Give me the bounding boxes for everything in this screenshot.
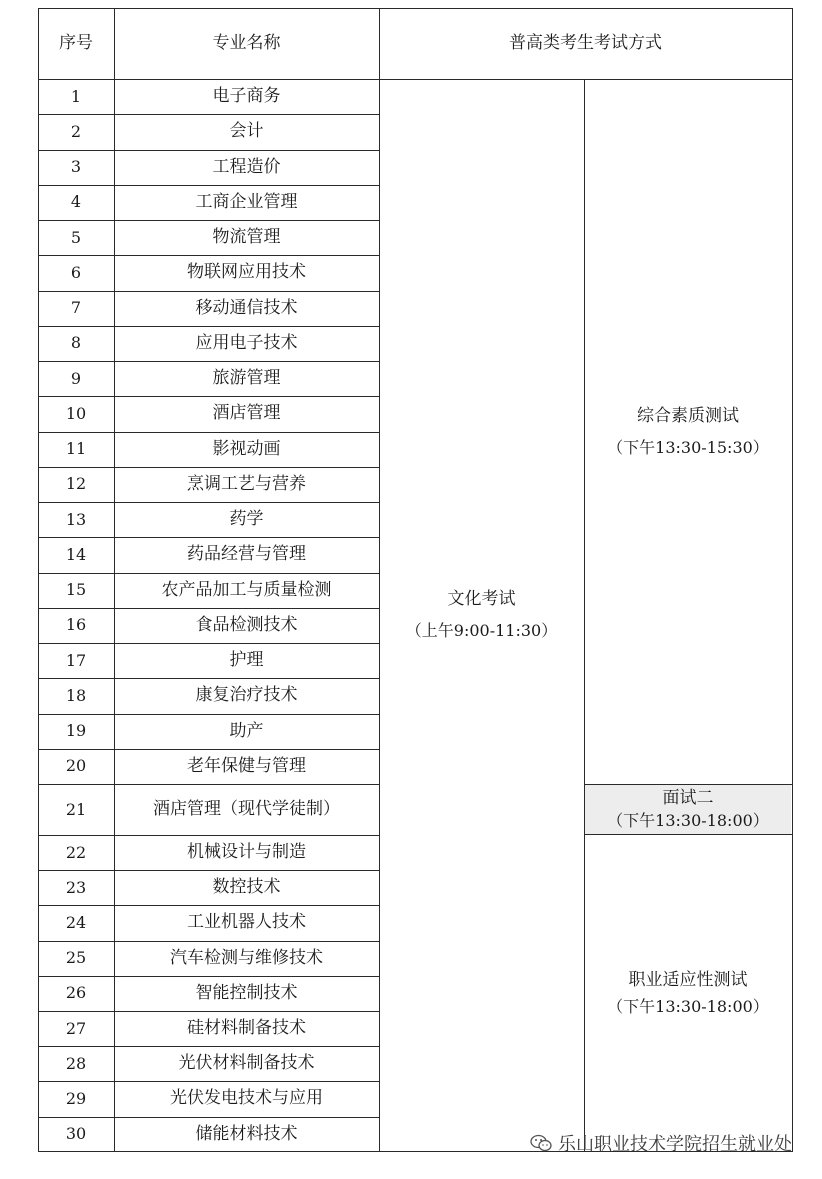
row-major-name: 硅材料制备技术 bbox=[187, 1018, 306, 1039]
row-major-name: 药品经营与管理 bbox=[187, 544, 306, 565]
row-serial-number: 26 bbox=[65, 983, 87, 1003]
row-serial-number: 11 bbox=[65, 439, 87, 459]
row-major-name: 工程造价 bbox=[212, 156, 281, 177]
row-serial-number: 12 bbox=[65, 474, 87, 494]
watermark-text: 乐山职业技术学院招生就业处 bbox=[558, 1134, 792, 1155]
row-serial-number: 1 bbox=[70, 86, 82, 106]
row-serial-number: 18 bbox=[65, 685, 87, 705]
row-major-name: 工商企业管理 bbox=[195, 191, 298, 212]
row-serial-number: 25 bbox=[65, 948, 87, 968]
row-major-name: 助产 bbox=[229, 720, 264, 741]
interview-time: （下午13:30-18:00） bbox=[607, 811, 769, 830]
row-serial-number: 15 bbox=[65, 580, 87, 600]
row-serial-number: 19 bbox=[65, 721, 87, 741]
interview-cell bbox=[585, 785, 791, 834]
row-serial-number: 13 bbox=[65, 509, 87, 529]
row-major-name: 数控技术 bbox=[212, 877, 281, 898]
row-major-name: 机械设计与制造 bbox=[187, 842, 306, 863]
row-major-name: 汽车检测与维修技术 bbox=[170, 947, 323, 968]
culture-exam-time: （上午9:00-11:30） bbox=[405, 621, 558, 640]
row-serial-number: 17 bbox=[65, 650, 87, 670]
vocational-test-cell bbox=[584, 835, 792, 1151]
wechat-icon bbox=[530, 1134, 552, 1152]
row-serial-number: 4 bbox=[70, 192, 82, 212]
row-major-name: 光伏材料制备技术 bbox=[178, 1053, 315, 1074]
row-serial-number: 30 bbox=[65, 1124, 87, 1144]
row-major-name: 应用电子技术 bbox=[195, 332, 298, 353]
row-major-name: 护理 bbox=[229, 650, 264, 671]
row-serial-number: 21 bbox=[65, 799, 87, 819]
row-major-name: 物流管理 bbox=[212, 227, 281, 248]
row-serial-number: 6 bbox=[70, 262, 82, 282]
culture-exam-cell bbox=[379, 79, 584, 1151]
vocational-test-name: 职业适应性测试 bbox=[628, 969, 748, 990]
row-serial-number: 16 bbox=[65, 615, 87, 635]
row-serial-number: 22 bbox=[65, 842, 87, 862]
row-major-name: 工业机器人技术 bbox=[187, 912, 306, 933]
row-serial-number: 24 bbox=[65, 912, 87, 932]
row-serial-number: 5 bbox=[70, 227, 82, 247]
quality-test-cell bbox=[584, 79, 792, 784]
row-major-name: 物联网应用技术 bbox=[187, 262, 306, 283]
row-serial-number: 14 bbox=[65, 544, 87, 564]
header-serial-number: 序号 bbox=[59, 33, 93, 53]
row-serial-number: 8 bbox=[70, 333, 82, 353]
row-serial-number: 7 bbox=[70, 298, 82, 318]
source-watermark bbox=[530, 1130, 792, 1156]
row-major-name: 旅游管理 bbox=[212, 368, 281, 389]
row-serial-number: 23 bbox=[65, 877, 87, 897]
row-serial-number: 28 bbox=[65, 1053, 87, 1073]
row-serial-number: 3 bbox=[70, 157, 82, 177]
row-major-name: 光伏发电技术与应用 bbox=[170, 1088, 323, 1109]
row-major-name: 烹调工艺与营养 bbox=[187, 473, 306, 494]
interview-name: 面试二 bbox=[662, 788, 714, 808]
row-major-name: 储能材料技术 bbox=[195, 1123, 298, 1144]
row-major-name: 康复治疗技术 bbox=[195, 685, 298, 706]
vocational-test-time: （下午13:30-18:00） bbox=[607, 996, 769, 1016]
row-major-name: 会计 bbox=[229, 121, 264, 142]
row-major-name: 移动通信技术 bbox=[195, 297, 298, 318]
row-major-name: 酒店管理 bbox=[212, 403, 281, 424]
row-serial-number: 29 bbox=[65, 1088, 87, 1108]
header-major-name: 专业名称 bbox=[212, 33, 281, 53]
culture-exam-name: 文化考试 bbox=[447, 589, 516, 609]
row-serial-number: 20 bbox=[65, 756, 87, 776]
row-major-name: 老年保健与管理 bbox=[187, 755, 306, 776]
row-major-name: 电子商务 bbox=[212, 86, 281, 107]
row-major-name: 农产品加工与质量检测 bbox=[161, 579, 332, 600]
row-serial-number: 27 bbox=[65, 1018, 87, 1038]
row-major-name: 药学 bbox=[229, 509, 264, 530]
row-major-name: 智能控制技术 bbox=[195, 982, 298, 1003]
table-right-border bbox=[792, 8, 793, 1152]
quality-test-time: （下午13:30-15:30） bbox=[607, 437, 769, 457]
row-major-name: 酒店管理（现代学徒制） bbox=[153, 799, 340, 819]
header-exam-method: 普高类考生考试方式 bbox=[509, 33, 662, 53]
row-major-name: 影视动画 bbox=[212, 438, 281, 459]
row-major-name: 食品检测技术 bbox=[195, 614, 298, 635]
row-serial-number: 2 bbox=[70, 121, 82, 141]
row-serial-number: 9 bbox=[70, 368, 82, 388]
row-serial-number: 10 bbox=[65, 403, 87, 423]
quality-test-name: 综合素质测试 bbox=[637, 405, 739, 426]
